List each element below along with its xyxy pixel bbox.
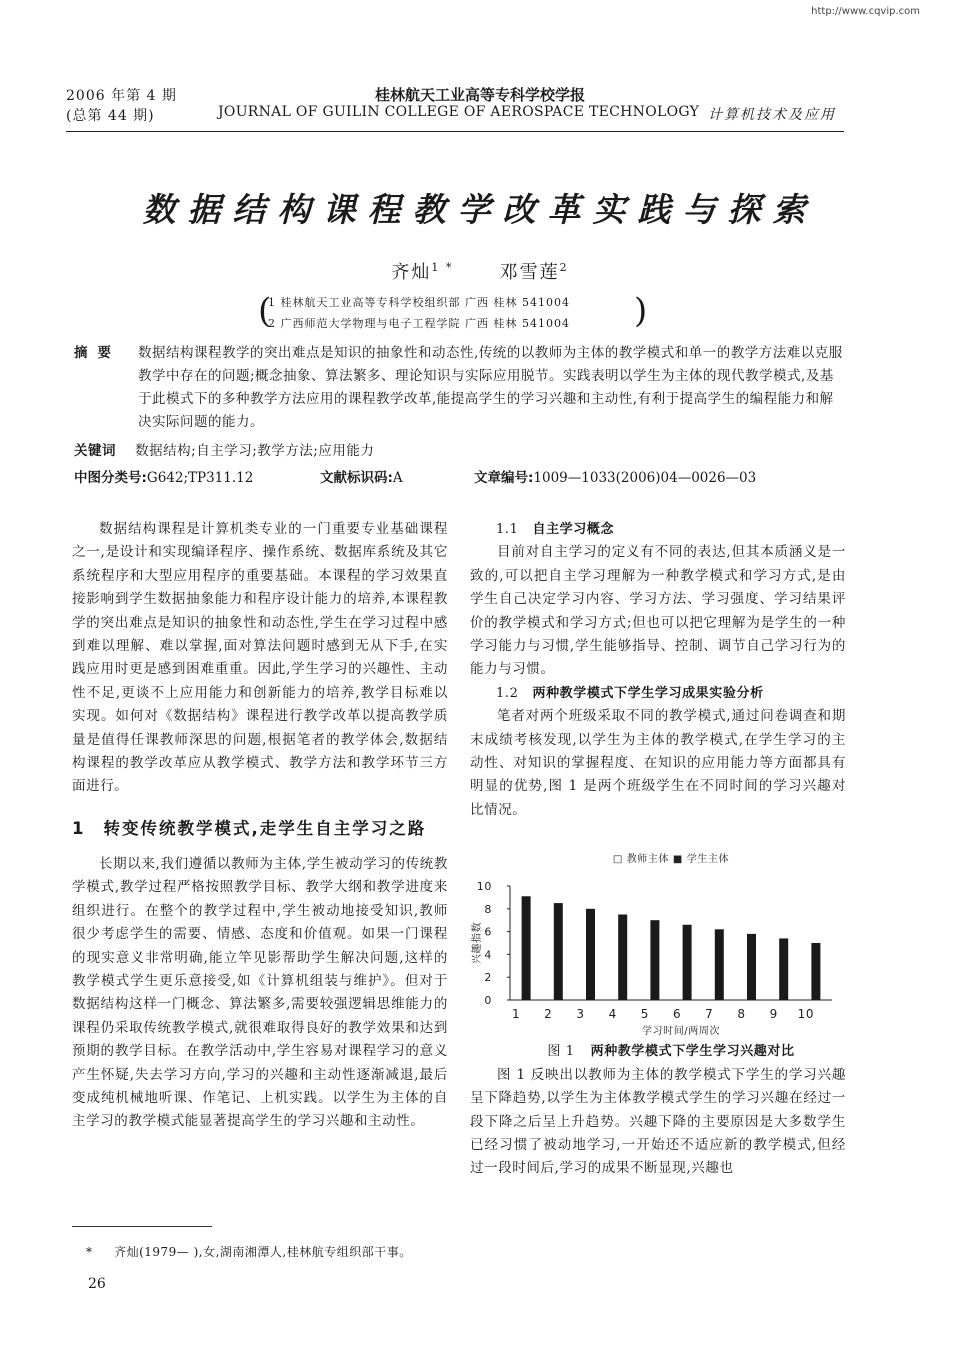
abstract-text: 数据结构课程教学的突出难点是知识的抽象性和动态性,传统的以教师为主体的教学模式和单一的教学方法难以克服教学中存在的问题;概念抽象、算法繁多、理论知识与实际应用脱节。实践表明以学生为主体的现代教学模式,及基于此模式下的多种教学方法应用的课程教学改革,能提高学生的学习兴趣和主动性,有利于提高学生的编程能力和解决实际问题的能力。 bbox=[138, 345, 843, 430]
x-tick-label-8: 8 bbox=[737, 1007, 746, 1022]
y-axis-label: 兴趣指数 bbox=[472, 922, 483, 965]
article-no-field bbox=[474, 466, 756, 486]
subsection-1-1-title: 自主学习概念 bbox=[532, 522, 615, 537]
keywords bbox=[74, 439, 374, 459]
y-tick-label-4: 8 bbox=[484, 903, 492, 917]
subsection-1-2-number: 1.2 bbox=[496, 685, 519, 701]
intro-paragraph: 数据结构课程是计算机类专业的一门重要专业基础课程之一,是设计和实现编译程序、操作系统、数据库系统及其它系统程序和大型应用程序的重要基础。本课程的学习效果直接影响到学生数据抽象能力和程序设计能力的培养,本课程教学的突出难点是知识的抽象性和动态性,学生在学习过程中感到难以理解、难以掌握,面对算法问题时感到无从下手,在实践应用时更是感到困难重重。因此,学生学习的兴趣性、主动性不足,更谈不上应用能力和创新能力的培养,教学目标难以实现。如何对《数据结构》课程进行教学改革以提高教学质量是值得任课教师深思的问题,根据笔者的教学体会,数据结构课程的教学改革应从教学模式、教学方法和教学环节三方面进行。 bbox=[72, 521, 448, 795]
y-tick-label-2: 4 bbox=[484, 948, 492, 962]
clc-value: G642;TP311.12 bbox=[146, 470, 254, 486]
subsection-1-2-title: 两种教学模式下学生学习成果实验分析 bbox=[532, 685, 764, 701]
x-tick-label-5: 5 bbox=[640, 1007, 650, 1022]
bar-7 bbox=[715, 930, 724, 1001]
x-tick-label-10: 10 bbox=[797, 1007, 815, 1022]
keywords-label: 关键词 bbox=[74, 443, 116, 459]
page-number: 26 bbox=[88, 1276, 106, 1292]
section-1-heading bbox=[72, 815, 448, 843]
clc-label: 中图分类号: bbox=[74, 470, 147, 486]
figure-discussion-paragraph: 图 1 反映出以教师为主体的教学模式下学生的学习兴趣呈下降趋势,以学生为主体教学模式学生的学习兴趣在经过一段下降之后呈上升趋势。兴趣下降的主要原因是大多数学生已经习惯了被动地学习,一开始还不适应新的教学模式,但经过一段时间后,学习的成果不断显现,兴趣也 bbox=[470, 1066, 846, 1177]
x-axis-label: 学习时间/两周次 bbox=[641, 1026, 721, 1038]
left-column bbox=[72, 518, 448, 1134]
author-1-mark: 1 * bbox=[431, 261, 454, 274]
section-1-title: 转变传统教学模式,走学生自主学习之路 bbox=[103, 818, 427, 838]
journal-name-en: JOURNAL OF GUILIN COLLEGE OF AEROSPACE TECHNOLOGY bbox=[218, 104, 700, 120]
affil-right-bracket: ) bbox=[634, 291, 649, 331]
y-tick-label-3: 6 bbox=[484, 925, 492, 939]
doc-code-value: A bbox=[392, 470, 403, 486]
x-tick-label-6: 6 bbox=[672, 1007, 682, 1022]
bar-3 bbox=[586, 909, 595, 1000]
bar-2 bbox=[554, 903, 563, 1000]
bar-5 bbox=[650, 920, 659, 1000]
doc-code-label: 文献标识码: bbox=[320, 470, 393, 486]
author-2-mark: 2 bbox=[559, 261, 569, 274]
affiliation-1: 1 桂林航天工业高等专科学校组织部 广西 桂林 541004 bbox=[268, 296, 570, 309]
source-url: http://www.cqvip.com bbox=[811, 6, 920, 17]
x-tick-label-4: 4 bbox=[608, 1007, 617, 1022]
bar-1 bbox=[522, 897, 531, 1001]
bar-9 bbox=[779, 939, 788, 1001]
abstract-label: 摘要 bbox=[74, 345, 121, 361]
affil-left-bracket: ( bbox=[258, 291, 273, 331]
header-rule bbox=[66, 131, 844, 132]
footnote-rule bbox=[72, 1226, 212, 1227]
x-tick-label-1: 1 bbox=[511, 1007, 521, 1022]
bar-chart-svg bbox=[470, 850, 846, 1040]
x-tick-label-3: 3 bbox=[576, 1007, 585, 1022]
journal-name-cn: 桂林航天工业高等专科学校学报 bbox=[374, 86, 585, 104]
article-no-label: 文章编号: bbox=[474, 470, 534, 486]
x-tick-label-7: 7 bbox=[705, 1007, 714, 1022]
abstract bbox=[74, 342, 846, 434]
affiliations bbox=[258, 291, 649, 334]
issue-total: (总第 44 期) bbox=[66, 108, 155, 124]
subsection-1-2-heading bbox=[470, 682, 846, 705]
keywords-text: 数据结构;自主学习;教学方法;应用能力 bbox=[135, 443, 375, 459]
section-1-number: 1 bbox=[72, 818, 86, 838]
figure-1-caption-text: 两种教学模式下学生学习兴趣对比 bbox=[590, 1044, 795, 1060]
bar-6 bbox=[683, 925, 692, 1000]
subsection-1-1-paragraph: 目前对自主学习的定义有不同的表达,但其本质涵义是一致的,可以把自主学习理解为一种教学模式和学习方式,是由学生自己决定学习内容、学习方法、学习强度、学习结果评价的教学模式和学习方式;但也可以把它理解为是学生的一种学习能力与习惯,学生能够指导、控制、调节自己学习行为的能力与习惯。 bbox=[470, 544, 846, 678]
bar-4 bbox=[618, 915, 627, 1001]
journal-section: 计算机技术及应用 bbox=[708, 107, 836, 123]
x-tick-label-2: 2 bbox=[544, 1007, 553, 1022]
issue-number: 2006 年第 4 期 bbox=[66, 88, 177, 104]
y-tick-label-0: 0 bbox=[484, 994, 492, 1008]
subsection-1-1-heading bbox=[470, 518, 846, 541]
y-tick-label-1: 2 bbox=[484, 971, 492, 985]
figure-1-chart bbox=[470, 850, 846, 1040]
bar-10 bbox=[811, 943, 820, 1000]
article-no-value: 1009—1033(2006)04—0026—03 bbox=[533, 470, 757, 486]
footnote-text: 齐灿(1979— ),女,湖南湘潭人,桂林航专组织部干事。 bbox=[114, 1245, 412, 1259]
subsection-1-2-paragraph: 笔者对两个班级采取不同的教学模式,通过问卷调查和期末成绩考核发现,以学生为主体的教学模式,在学生学习的主动性、对知识的掌握程度、在知识的应用能力等方面都具有明显的优势,图 1 是两个班级学生在不同时间的学习兴趣对比情况。 bbox=[470, 708, 846, 818]
chart-legend: □ 教师主体 ■ 学生主体 bbox=[612, 854, 730, 866]
bar-8 bbox=[747, 934, 756, 1000]
doc-code-field bbox=[320, 466, 403, 486]
footnote bbox=[86, 1243, 412, 1260]
author-1: 齐灿 bbox=[391, 262, 432, 283]
y-tick-label-5: 10 bbox=[476, 880, 492, 894]
section-1-paragraph: 长期以来,我们遵循以教师为主体,学生被动学习的传统教学模式,教学过程严格按照教学目标、教学大纲和教学进度来组织进行。在整个的教学过程中,学生被动地接受知识,教师很少考虑学生的需要、情感、态度和价值观。如果一门课程的现实意义非常明确,能立竿见影帮助学生解决问题,这样的教学模式学生更乐意接受,如《计算机组装与维护》。但对于数据结构这样一门概念、算法繁多,需要较强逻辑思维能力的课程仍采取传统教学模式,就很难取得良好的教学效果和达到预期的教学目标。在教学活动中,学生容易对课程学习的意义产生怀疑,失去学习方向,学习的兴趣和主动性逐渐减退,最后变成纯机械地听课、作笔记、上机实践。以学生为主体的自主学习的教学模式能显著提高学生的学习兴趣和主动性。 bbox=[72, 855, 448, 1130]
clc-field bbox=[74, 466, 253, 486]
figure-1-caption bbox=[470, 1040, 846, 1063]
author-line bbox=[0, 258, 960, 284]
author-2: 邓雪莲 bbox=[499, 262, 560, 283]
subsection-1-1-number: 1.1 bbox=[496, 522, 519, 537]
figure-1-number: 图 1 bbox=[547, 1044, 575, 1060]
x-tick-label-9: 9 bbox=[769, 1007, 778, 1022]
right-column bbox=[470, 518, 846, 1181]
affiliation-2: 2 广西师范大学物理与电子工程学院 广西 桂林 541004 bbox=[268, 317, 570, 330]
footnote-mark: * bbox=[86, 1245, 93, 1259]
paper-title: 数据结构课程教学改革实践与探索 bbox=[142, 190, 818, 229]
